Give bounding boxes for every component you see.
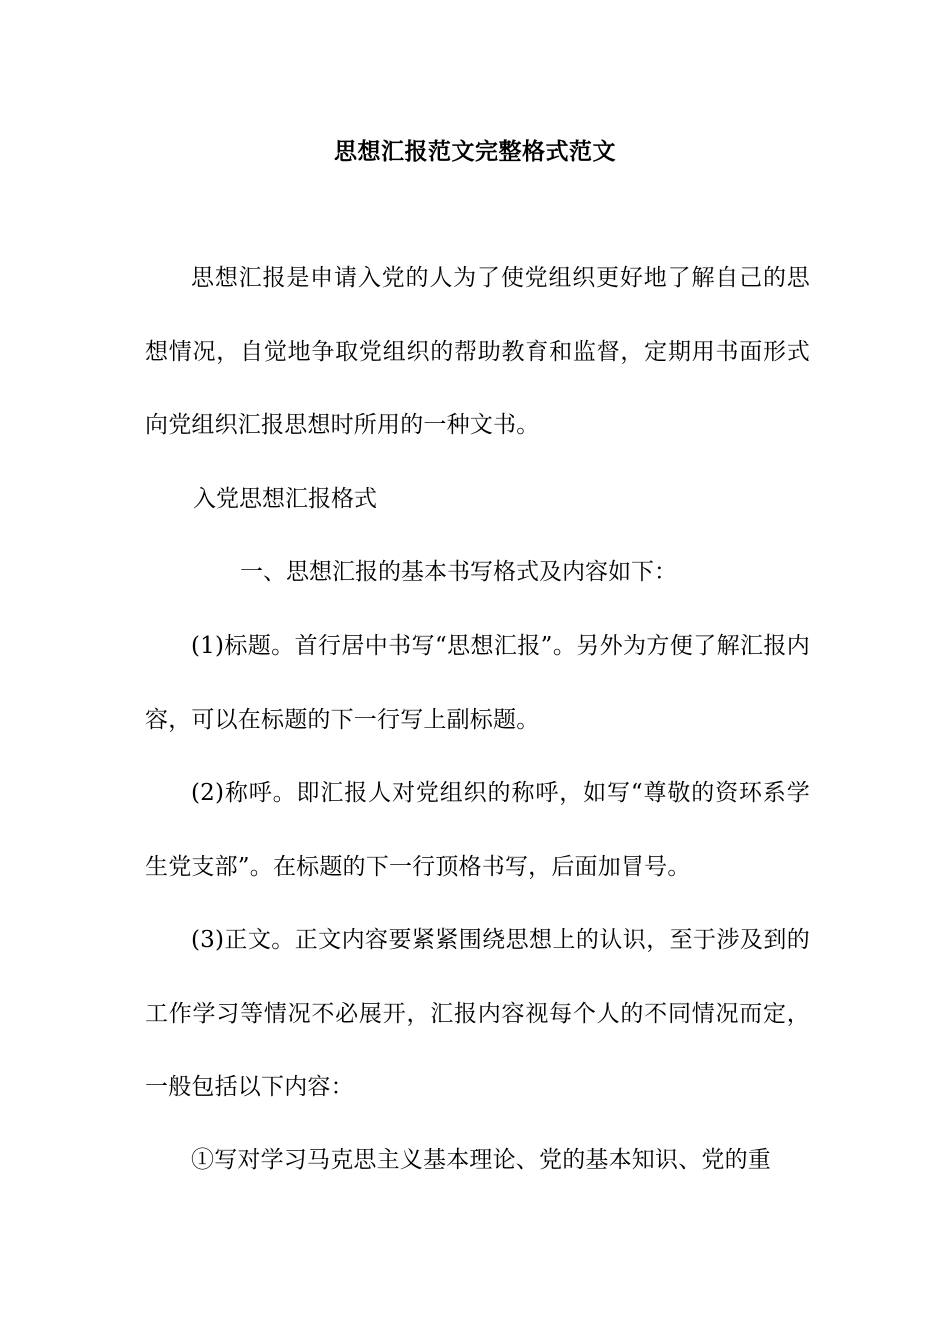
intro-paragraph: 思想汇报是申请入党的人为了使党组织更好地了解自己的思想情况，自觉地争取党组织的帮助教育和监督，定期用书面形式向党组织汇报思想时所用的一种文书。	[145, 265, 810, 438]
item-salutation: (2)称呼。即汇报人对党组织的称呼，如写“尊敬的资环系学生党支部”。在标题的下一行顶格书写，后面加冒号。	[145, 780, 810, 880]
document-title: 思想汇报范文完整格式范文	[334, 138, 616, 165]
section-heading: 入党思想汇报格式	[193, 486, 377, 512]
subsection-heading: 一、思想汇报的基本书写格式及内容如下：	[240, 559, 677, 585]
item-study: ①写对学习马克思主义基本理论、党的基本知识、党的重	[191, 1147, 771, 1173]
item-body: (3)正文。正文内容要紧紧围绕思想上的认识，至于涉及到的工作学习等情况不必展开，汇报内容视每个人的不同情况而定，一般包括以下内容：	[145, 927, 810, 1100]
item-title: (1)标题。首行居中书写“思想汇报”。另外为方便了解汇报内容，可以在标题的下一行写上副标题。	[145, 633, 810, 733]
